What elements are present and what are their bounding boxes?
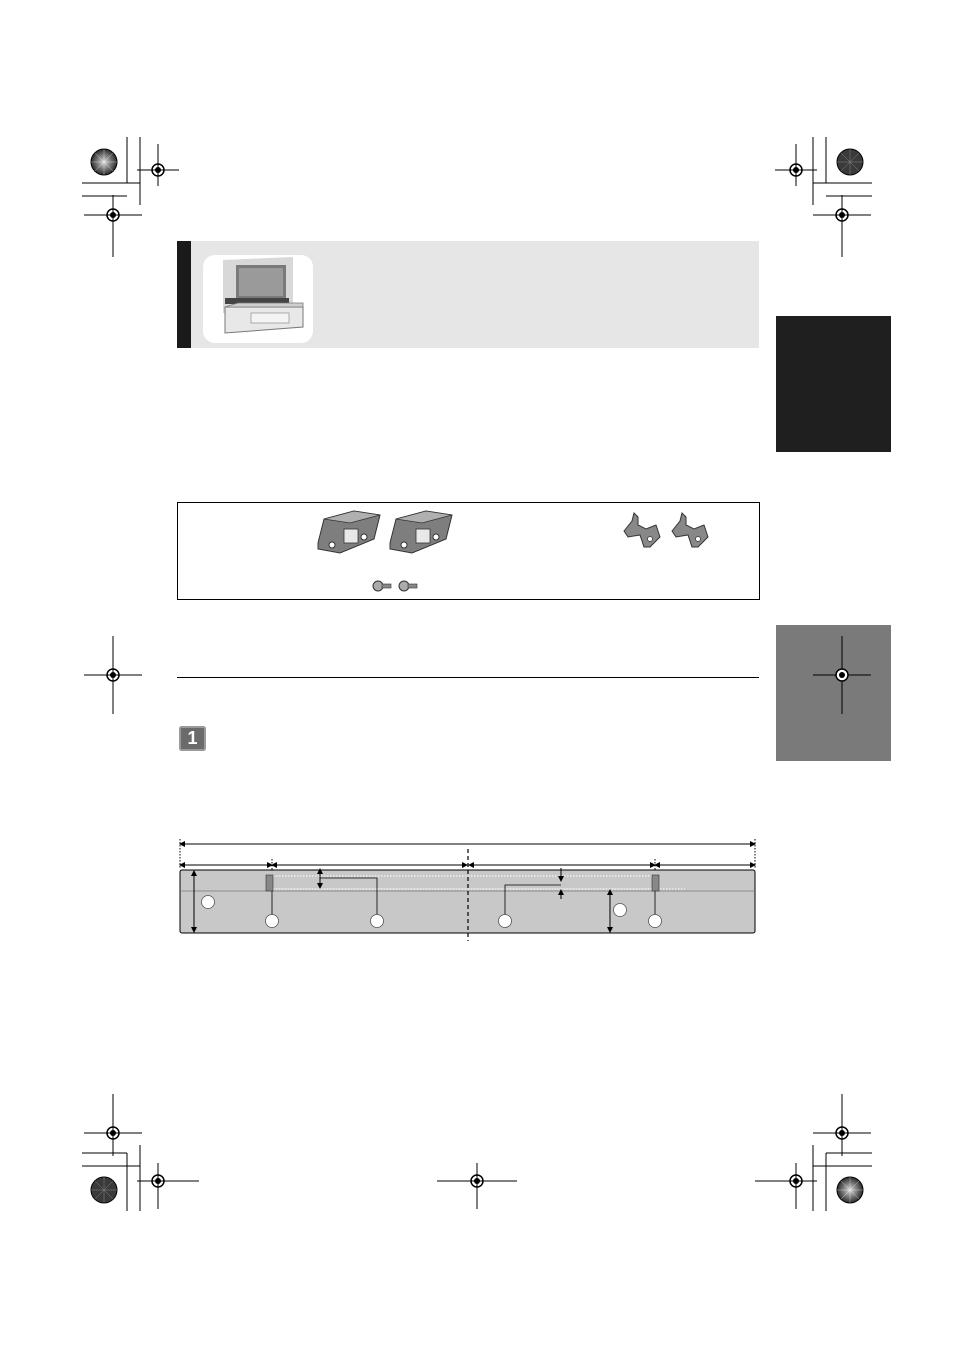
speaker-dimension-diagram bbox=[170, 835, 765, 945]
mounting-hook-icon bbox=[668, 511, 712, 551]
header-thumbnail bbox=[203, 255, 313, 343]
registration-mark-icon bbox=[813, 1094, 871, 1156]
registration-mark-icon bbox=[84, 636, 142, 714]
registration-mark-icon bbox=[813, 636, 871, 714]
section-divider bbox=[177, 677, 759, 678]
screw-icon bbox=[398, 579, 418, 593]
color-calibration-wheel-icon bbox=[90, 1176, 118, 1204]
mounting-hook-icon bbox=[620, 511, 664, 551]
wall-bracket-icon bbox=[314, 509, 382, 561]
color-calibration-wheel-icon bbox=[90, 148, 118, 176]
registration-mark-icon bbox=[813, 195, 871, 257]
registration-mark-icon bbox=[137, 144, 179, 186]
color-calibration-wheel-icon bbox=[836, 148, 864, 176]
tv-on-stand-illustration-icon bbox=[203, 255, 313, 343]
registration-mark-icon bbox=[137, 1163, 199, 1209]
screw-icon bbox=[372, 579, 392, 593]
step-number-badge: 1 bbox=[179, 726, 206, 751]
section-header-bar bbox=[177, 241, 191, 348]
registration-mark-icon bbox=[84, 195, 142, 257]
color-calibration-wheel-icon bbox=[836, 1176, 864, 1204]
side-tab-dark bbox=[776, 316, 891, 452]
registration-mark-icon bbox=[437, 1163, 517, 1209]
wall-bracket-icon bbox=[386, 509, 454, 561]
registration-mark-icon bbox=[755, 1163, 817, 1209]
supplied-parts-box bbox=[177, 502, 760, 600]
registration-mark-icon bbox=[775, 144, 817, 186]
registration-mark-icon bbox=[84, 1094, 142, 1156]
